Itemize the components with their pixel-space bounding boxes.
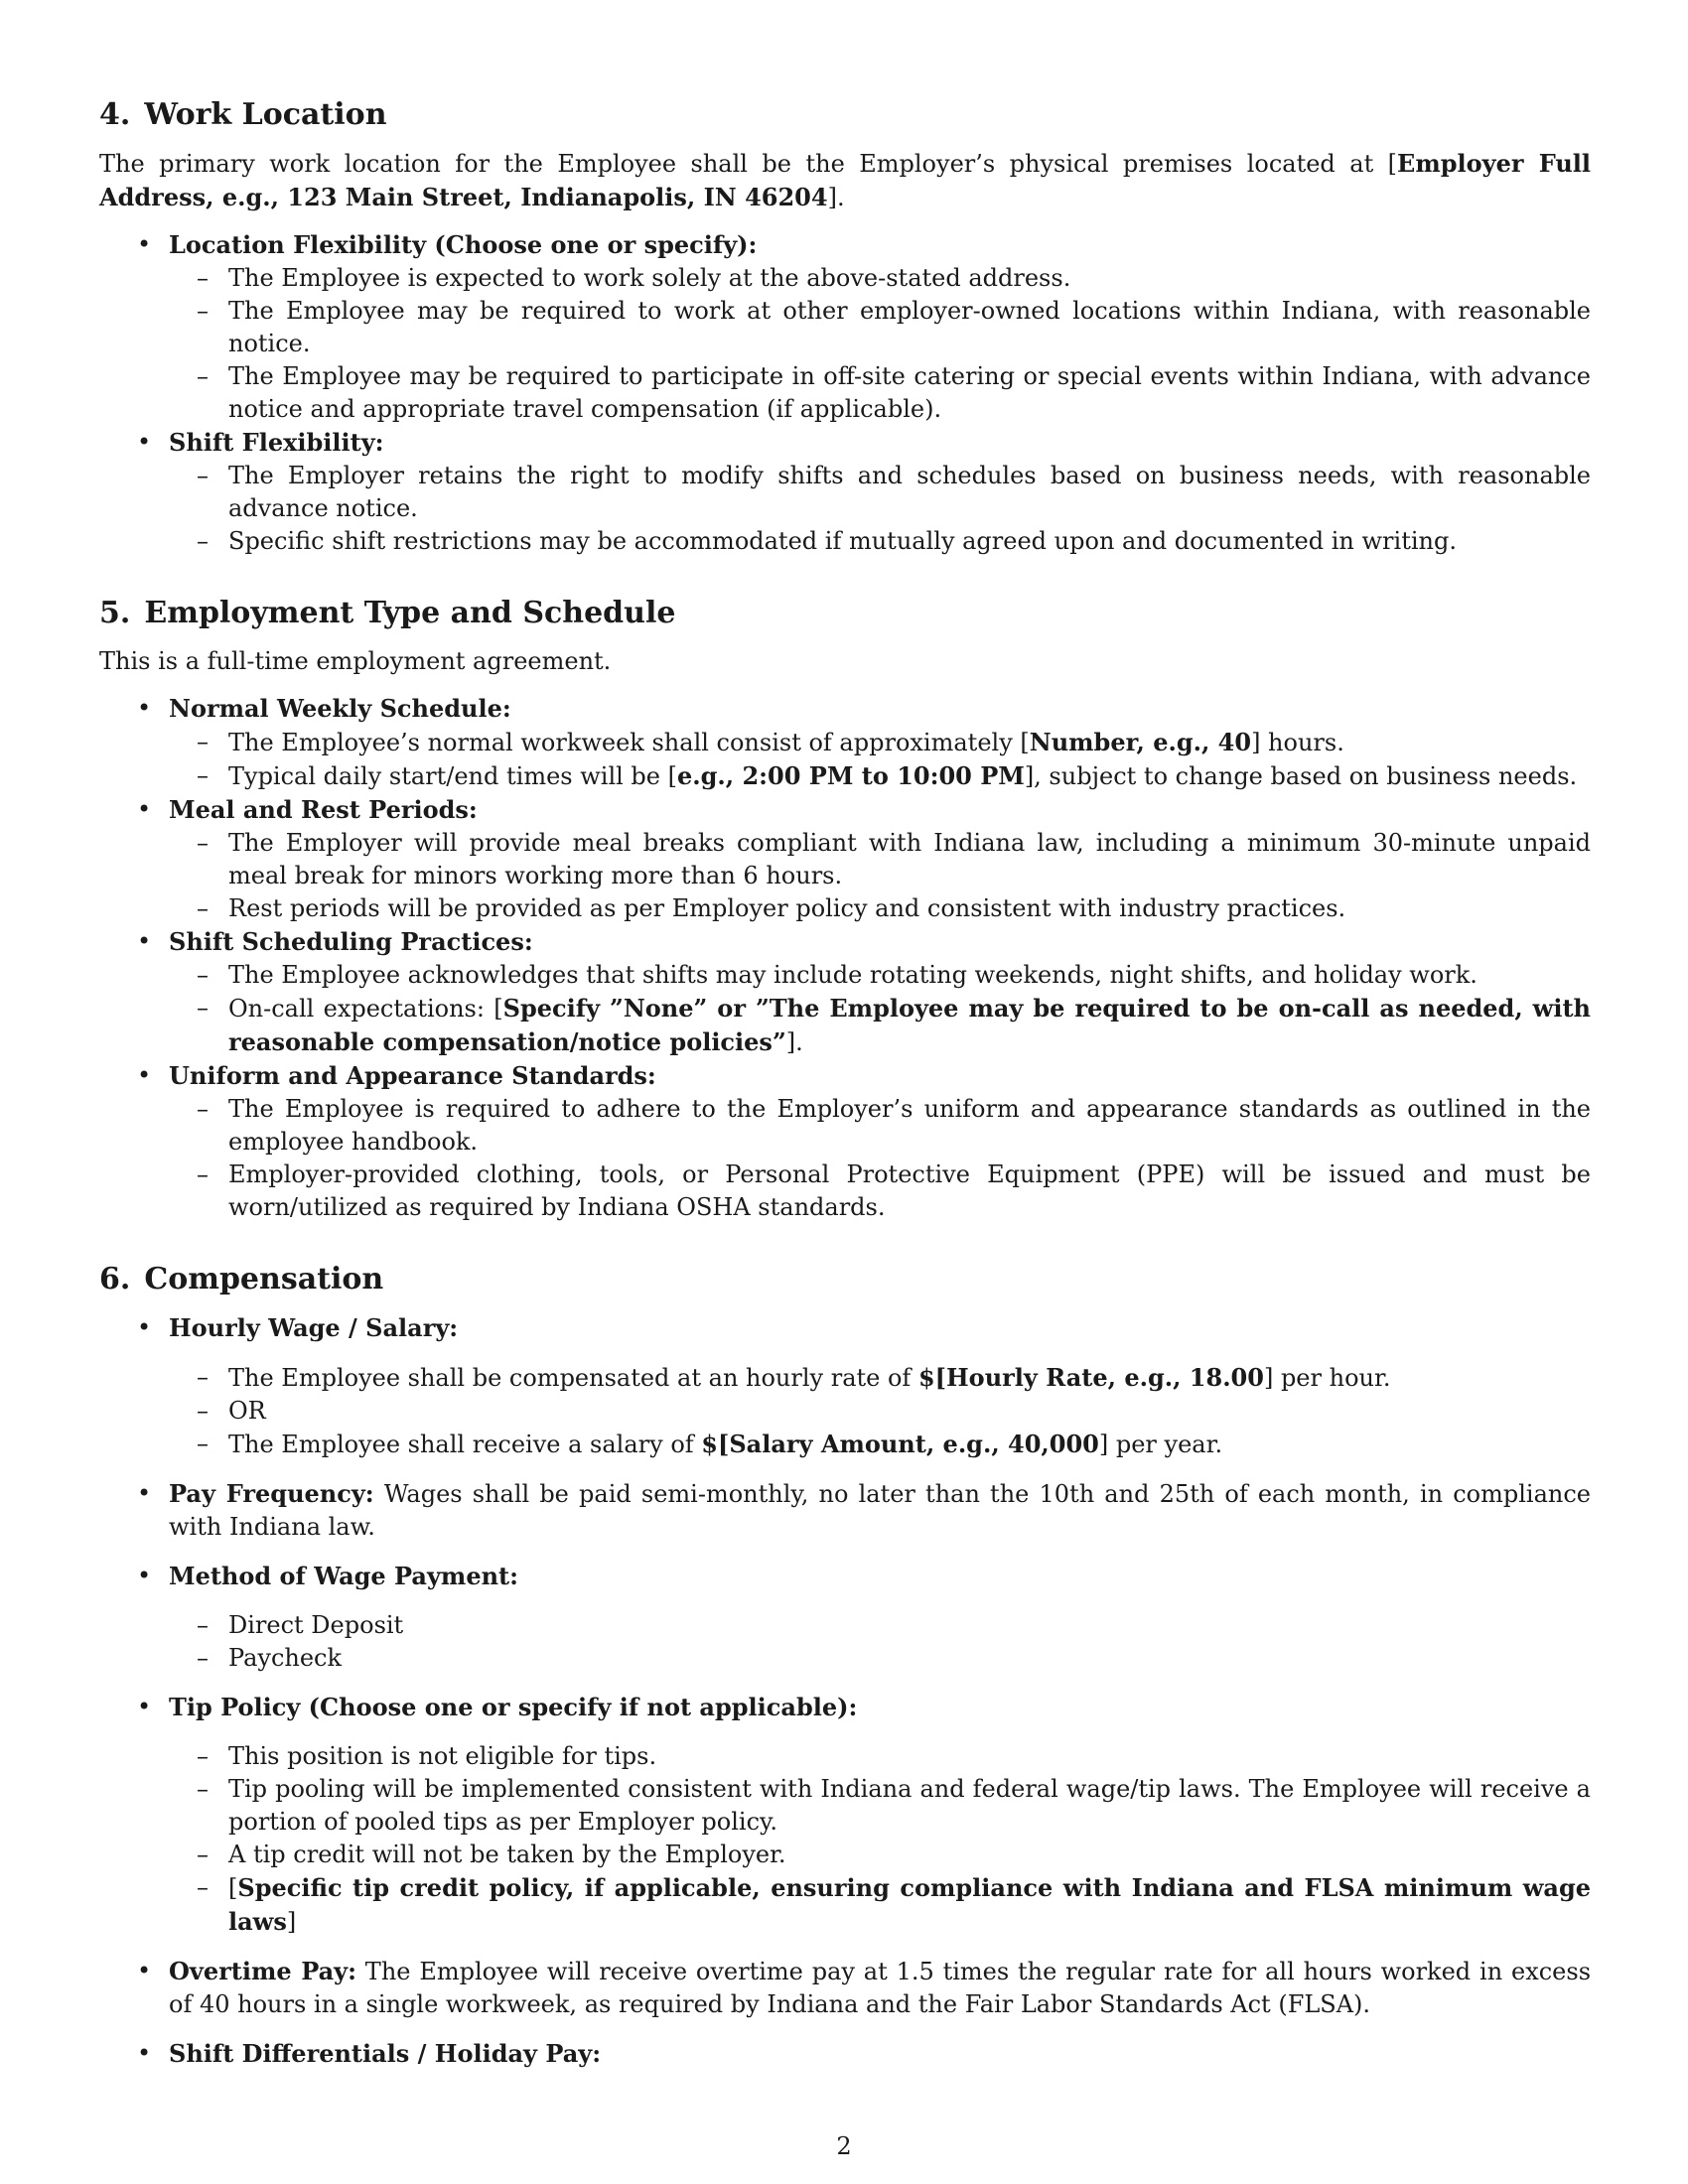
list-item: • Shift Flexibility: – The Employer retains the right to modify shifts and schedules based on business needs, with reasonable advance notice. – Specific shift restrictions may be accommodated if mutually agreed upon and documented in writing. (99, 426, 1591, 558)
list-item: – On-call expectations: [Specify ”None” or ”The Employee may be required to be on-call as needed, with reasonable compensation/notice policies”]. (169, 992, 1591, 1059)
list-item: – [Specific tip credit policy, if applicable, ensuring compliance with Indiana and FLSA minimum wage laws] (169, 1871, 1591, 1939)
section-6-list (99, 1311, 1591, 2071)
list-item: • Overtime Pay: The Employee will receive overtime pay at 1.5 times the regular rate for all hours worked in excess of 40 hours in a single workweek, as required by Indiana and the Fair Labor Standards Act (FLSA). (99, 1955, 1591, 2021)
list-item: – This position is not eligible for tips. (169, 1740, 1591, 1773)
list-item: – The Employee may be required to participate in off-site catering or special events within Indiana, with advance notice and appropriate travel compensation (if applicable). (169, 360, 1591, 426)
section-6-heading: 6. Compensation (99, 1262, 384, 1297)
section-5-heading: 5. Employment Type and Schedule (99, 596, 676, 630)
list-item: – The Employee is required to adhere to the Employer’s uniform and appearance standards as outlined in the employee handbook. (169, 1093, 1591, 1159)
list-item: – Specific shift restrictions may be accommodated if mutually agreed upon and documented in writing. (169, 525, 1591, 558)
section-4-intro: The primary work location for the Employee shall be the Employer’s physical premises located at [Employer Full Address, e.g., 123 Main Street, Indianapolis, IN 46204]. (99, 149, 1591, 211)
list-item: • Normal Weekly Schedule: – The Employee’s normal workweek shall consist of approximately [Number, e.g., 40] hours. – Typical daily start/end times will be [e.g., 2:00 PM to 10:00 PM], subject to change based on business needs. (99, 692, 1591, 793)
list-item: – Rest periods will be provided as per Employer policy and consistent with industry practices. (169, 892, 1591, 925)
list-item: – The Employer retains the right to modify shifts and schedules based on business needs, with reasonable advance notice. (169, 460, 1591, 525)
section-5-intro: This is a full-time employment agreement. (99, 647, 612, 675)
list-item: – Tip pooling will be implemented consistent with Indiana and federal wage/tip laws. The Employee will receive a portion of pooled tips as per Employer policy. (169, 1773, 1591, 1839)
section-4-list (99, 228, 1591, 558)
list-item: • Meal and Rest Periods: – The Employer will provide meal breaks compliant with Indiana law, including a minimum 30-minute unpaid meal break for minors working more than 6 hours. – Rest periods will be provided as per Employer policy and consistent with industry practices. (99, 793, 1591, 925)
list-item: – The Employee shall be compensated at an hourly rate of $[Hourly Rate, e.g., 18.00] per hour. (169, 1361, 1591, 1395)
section-5-list (99, 692, 1591, 1224)
section-4-heading: 4. Work Location (99, 97, 387, 132)
list-item: • Shift Differentials / Holiday Pay: (99, 2037, 1591, 2071)
list-item: – The Employer will provide meal breaks compliant with Indiana law, including a minimum 30-minute unpaid meal break for minors working more than 6 hours. (169, 827, 1591, 892)
list-item: – The Employee acknowledges that shifts may include rotating weekends, night shifts, and holiday work. (169, 959, 1591, 992)
list-item: – The Employee shall receive a salary of $[Salary Amount, e.g., 40,000] per year. (169, 1428, 1591, 1461)
list-item: – Typical daily start/end times will be [e.g., 2:00 PM to 10:00 PM], subject to change based on business needs. (169, 759, 1591, 793)
list-item: • Shift Scheduling Practices: – The Employee acknowledges that shifts may include rotating weekends, night shifts, and holiday work. – On-call expectations: [Specify ”None” or ”The Employee may be required to be on-call as needed, with reasonable compensation/notice policies”]. (99, 925, 1591, 1059)
list-item: • Method of Wage Payment: – Direct Deposit – Paycheck (99, 1560, 1591, 1675)
list-item: • Location Flexibility (Choose one or specify): – The Employee is expected to work solely at the above-stated address. – The Employee may be required to work at other employer-owned locations within Indiana, with reasonable notice. – The Employee may be required to participate in off-site catering or special events within Indiana, with advance notice and appropriate travel compensation (if applicable). (99, 228, 1591, 426)
list-item: – The Employee is expected to work solely at the above-stated address. (169, 262, 1591, 295)
list-item: – Paycheck (169, 1642, 1591, 1675)
list-item: – The Employee may be required to work at other employer-owned locations within Indiana, with reasonable notice. (169, 295, 1591, 360)
page-number: 2 (836, 2132, 852, 2160)
list-item: • Hourly Wage / Salary: – The Employee shall be compensated at an hourly rate of $[Hourly Rate, e.g., 18.00] per hour. – OR – The Employee shall receive a salary of $[Salary Amount, e.g., 40,000] per year. (99, 1311, 1591, 1461)
document-page (99, 95, 1591, 2071)
list-item: • Tip Policy (Choose one or specify if not applicable): – This position is not eligible for tips. – Tip pooling will be implemented consistent with Indiana and federal wage/tip laws. The Employee will receive a portion of pooled tips as per Employer policy. – A tip credit will not be taken by the Employer. – [Specific tip credit policy, if applicable, ensuring compliance with Indiana and FLSA minimum wage laws] (99, 1691, 1591, 1939)
list-item: – The Employee’s normal workweek shall consist of approximately [Number, e.g., 40] hours. (169, 726, 1591, 759)
list-item: • Uniform and Appearance Standards: – The Employee is required to adhere to the Employer’s uniform and appearance standards as outlined in the employee handbook. – Employer-provided clothing, tools, or Personal Protective Equipment (PPE) will be issued and must be worn/utilized as required by Indiana OSHA standards. (99, 1059, 1591, 1224)
list-item: – A tip credit will not be taken by the Employer. (169, 1839, 1591, 1871)
list-item: – Direct Deposit (169, 1609, 1591, 1642)
list-item: – OR (169, 1395, 1591, 1428)
list-item: • Pay Frequency: Wages shall be paid semi-monthly, no later than the 10th and 25th of each month, in compliance with Indiana law. (99, 1477, 1591, 1544)
list-item: – Employer-provided clothing, tools, or Personal Protective Equipment (PPE) will be issued and must be worn/utilized as required by Indiana OSHA standards. (169, 1159, 1591, 1224)
